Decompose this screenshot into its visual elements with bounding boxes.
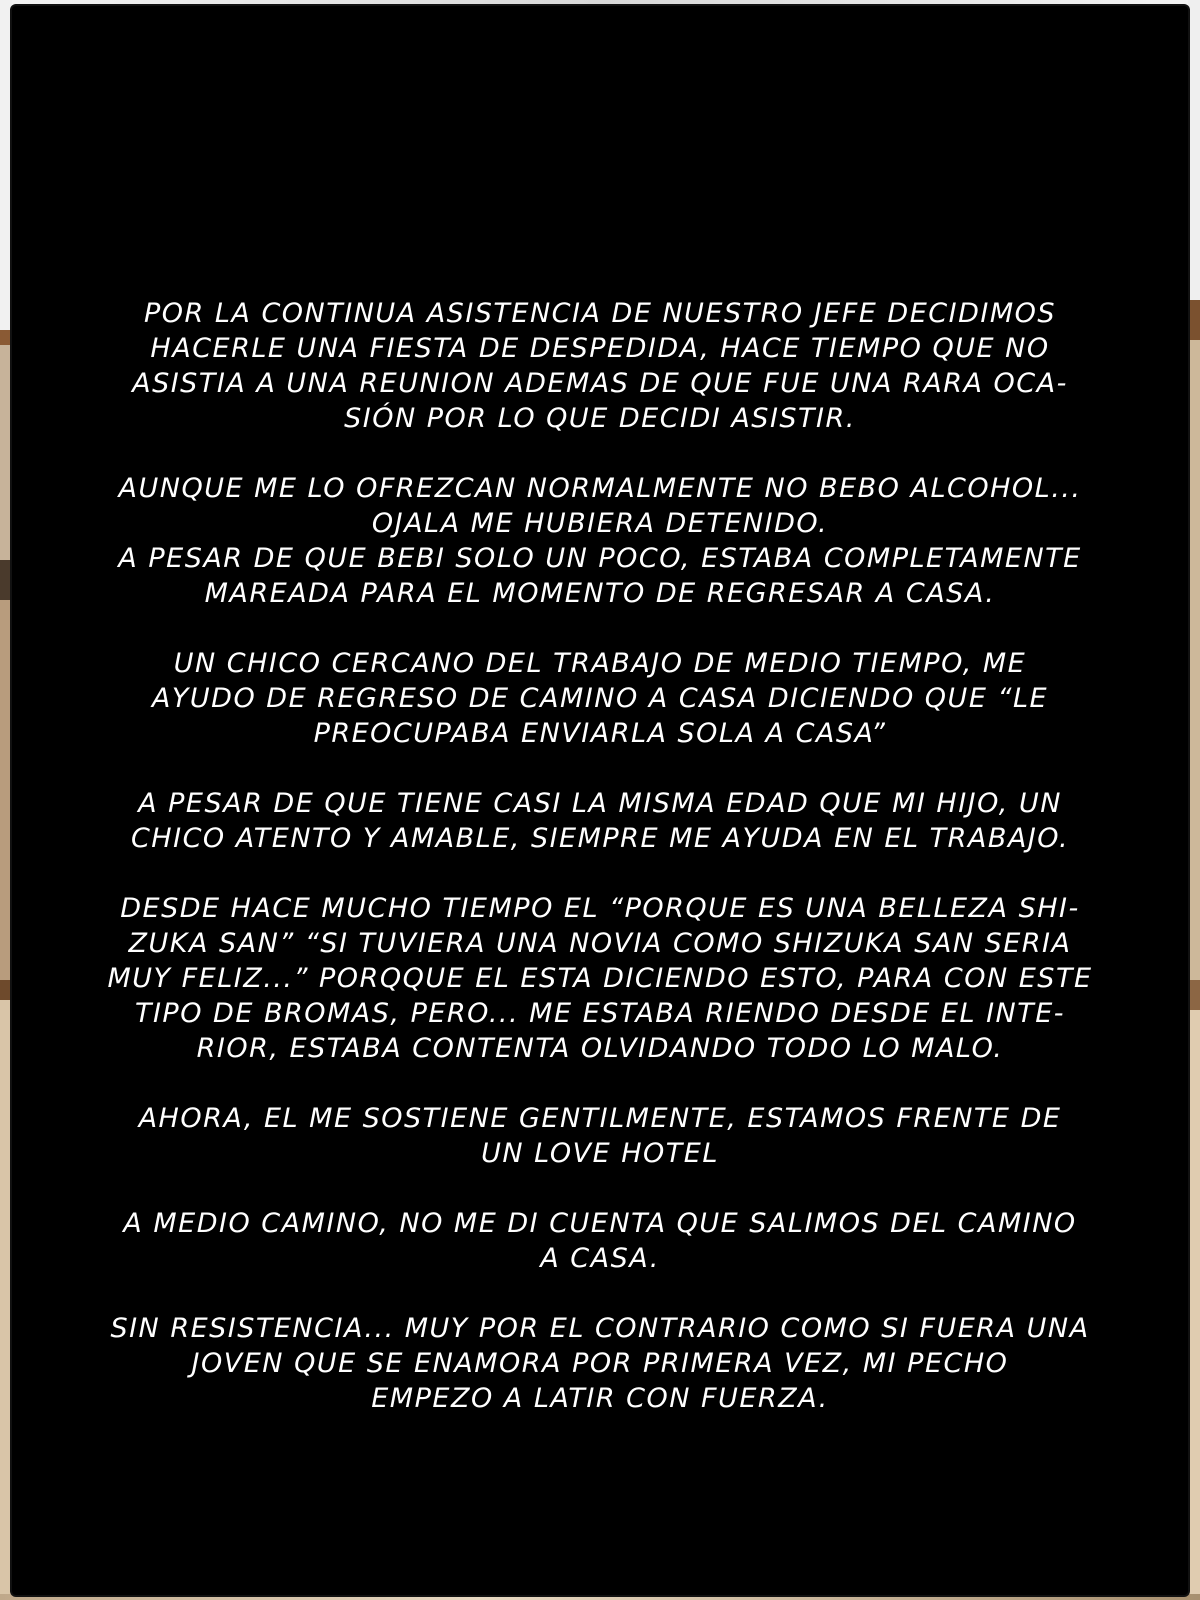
narration-paragraph-3 [38,646,1162,751]
text-line: PREOCUPABA ENVIARLA SOLA A CASA” [313,718,887,749]
text-line: UN LOVE HOTEL [481,1138,719,1169]
text-line: SIÓN POR LO QUE DECIDI ASISTIR. [344,403,856,434]
narration-paragraph-4 [38,786,1162,856]
text-line: MUY FELIZ...” PORQQUE EL ESTA DICIENDO ESTO, PARA CON ESTE [107,963,1093,994]
text-line: A PESAR DE QUE TIENE CASI LA MISMA EDAD QUE MI HIJO, UN [138,788,1062,819]
text-line: MAREADA PARA EL MOMENTO DE REGRESAR A CASA. [204,578,996,609]
narration-paragraph-8 [38,1311,1162,1416]
text-line: A MEDIO CAMINO, NO ME DI CUENTA QUE SALIMOS DEL CAMINO [123,1208,1077,1239]
background-art-left [0,0,12,1600]
text-line: A PESAR DE QUE BEBI SOLO UN POCO, ESTABA COMPLETAMENTE [118,543,1082,574]
text-line: CHICO ATENTO Y AMABLE, SIEMPRE ME AYUDA EN EL TRABAJO. [130,823,1070,854]
text-line: A CASA. [540,1243,660,1274]
narration-paragraph-2 [38,471,1162,611]
text-line: AHORA, EL ME SOSTIENE GENTILMENTE, ESTAMOS FRENTE DE [138,1103,1062,1134]
narration-paragraph-1 [38,296,1162,436]
text-line: HACERLE UNA FIESTA DE DESPEDIDA, HACE TIEMPO QUE NO [150,333,1050,364]
narration-panel [12,6,1188,1595]
text-line: RIOR, ESTABA CONTENTA OLVIDANDO TODO LO MALO. [196,1033,1004,1064]
narration-paragraph-6 [38,1101,1162,1171]
text-line: TIPO DE BROMAS, PERO... ME ESTABA RIENDO DESDE EL INTE- [134,998,1066,1029]
text-line: AYUDO DE REGRESO DE CAMINO A CASA DICIENDO QUE “LE [151,683,1049,714]
text-line: ASISTIA A UNA REUNION ADEMAS DE QUE FUE UNA RARA OCA- [132,368,1068,399]
text-line: UN CHICO CERCANO DEL TRABAJO DE MEDIO TIEMPO, ME [173,648,1027,679]
text-line: DESDE HACE MUCHO TIEMPO EL “PORQUE ES UNA BELLEZA SHI- [120,893,1080,924]
background-art-right [1188,0,1200,1600]
text-line: OJALA ME HUBIERA DETENIDO. [371,508,829,539]
text-line: POR LA CONTINUA ASISTENCIA DE NUESTRO JEFE DECIDIMOS [143,298,1057,329]
text-line: EMPEZO A LATIR CON FUERZA. [371,1383,829,1414]
text-line: SIN RESISTENCIA... MUY POR EL CONTRARIO COMO SI FUERA UNA [110,1313,1090,1344]
narration-paragraph-7 [38,1206,1162,1276]
narration-paragraph-5 [38,891,1162,1066]
narration-text [38,296,1162,1416]
text-line: AUNQUE ME LO OFREZCAN NORMALMENTE NO BEBO ALCOHOL... [118,473,1082,504]
text-line: JOVEN QUE SE ENAMORA POR PRIMERA VEZ, MI PECHO [191,1348,1009,1379]
text-line: ZUKA SAN” “SI TUVIERA UNA NOVIA COMO SHIZUKA SAN SERIA [128,928,1072,959]
